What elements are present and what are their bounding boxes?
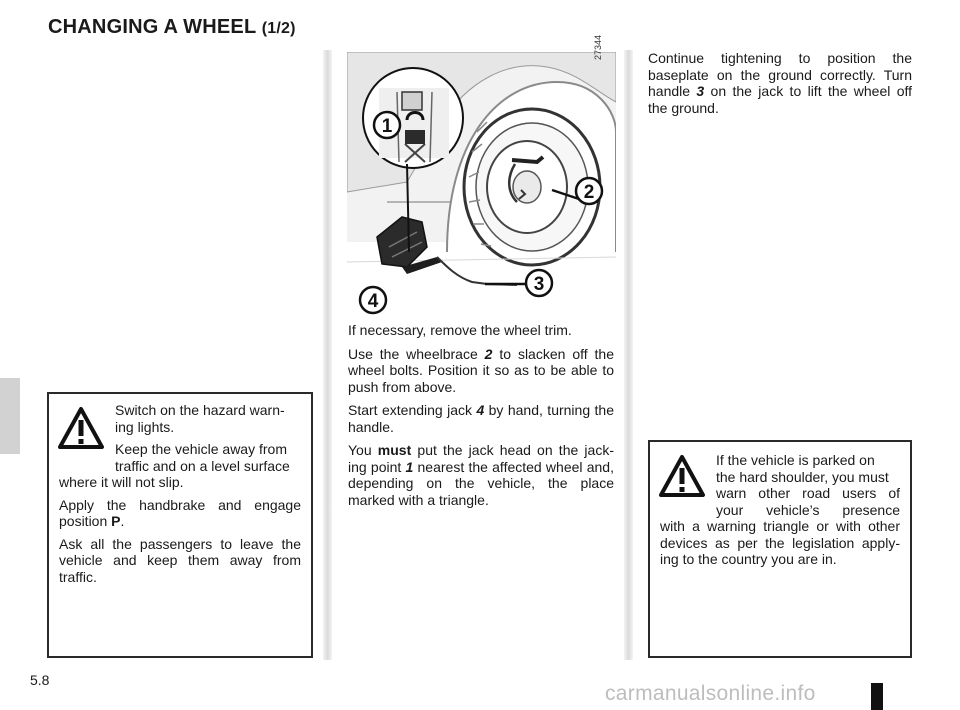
page-title: [48, 16, 296, 39]
paragraph-handbrake: [59, 497, 301, 530]
text: to slacken off the wheel bolts. Position it so as to be able to push from above.: [348, 345, 614, 395]
callout-4: 4: [367, 291, 379, 312]
line: where it will not slip.: [59, 474, 184, 490]
right-column: [648, 50, 912, 123]
line: with a warning triangle or with other devices as per the legislation apply-ing to the country you are in.: [660, 518, 900, 567]
reference-number: 3: [696, 83, 705, 99]
chapter-tab: [0, 378, 20, 454]
paragraph-remove-trim: [348, 322, 614, 339]
line: ing lights.: [115, 418, 175, 435]
line: If the vehicle is parked on: [716, 452, 875, 468]
callout-2: 2: [583, 182, 595, 203]
line: Keep the vehicle away from: [115, 441, 287, 457]
title-part: (1/2): [261, 20, 296, 37]
warning-left-text: [59, 402, 301, 591]
text: nearest the affected wheel and, depending on the vehicle, the place marked with a triangle.: [348, 458, 614, 508]
page-number: 5.8: [30, 672, 50, 688]
column-separator-right: [624, 50, 633, 660]
line: Switch on the hazard warn-: [115, 402, 285, 418]
column-separator-left: [323, 50, 332, 660]
paragraph-lift-wheel: [648, 50, 912, 116]
line: the hard shoulder, you must: [716, 468, 889, 485]
callout-3: 3: [533, 274, 545, 295]
title-text: CHANGING A WHEEL: [48, 16, 257, 38]
line: traffic and on a level surface: [115, 457, 290, 474]
jack-illustration: [347, 52, 616, 320]
line: your vehicle’s presence: [716, 501, 900, 518]
text: Use the wheelbrace: [348, 345, 485, 362]
text: on the jack to lift the wheel off the ground.: [648, 83, 913, 116]
paragraph-extend-jack: [348, 402, 614, 435]
callout-1: 1: [381, 116, 393, 137]
text: Apply the handbrake and engage position: [59, 496, 301, 529]
figure-code: 27344: [593, 34, 603, 60]
line: warn other road users of: [716, 485, 900, 501]
gear-position: P: [111, 513, 121, 529]
text: If necessary, remove the wheel trim.: [348, 322, 572, 338]
text: Start extending jack: [348, 402, 477, 418]
reference-number: 2: [484, 345, 493, 362]
warning-box-left: [47, 392, 313, 658]
middle-column: [348, 322, 614, 515]
text: You: [348, 442, 378, 458]
text: put the jack head on the jack-ing point: [348, 442, 614, 475]
warning-right-text: [660, 452, 900, 568]
text: .: [120, 513, 125, 529]
corner-marker: [871, 683, 883, 710]
paragraph-wheelbrace: [348, 346, 614, 396]
warning-box-right: [648, 440, 912, 658]
jack-drawing: [347, 52, 616, 320]
text: by hand, turning the handle.: [348, 402, 614, 435]
watermark: carmanualsonline.info: [605, 682, 816, 705]
paragraph-passengers: Ask all the passengers to leave the vehicle and keep them away from traffic.: [59, 535, 301, 585]
paragraph-jacking-point: [348, 442, 614, 508]
reference-number: 1: [405, 458, 414, 475]
emphasis: must: [377, 442, 412, 458]
reference-number: 4: [476, 402, 485, 418]
text: Continue tightening to position the baseplate on the ground correctly. Turn handle: [648, 50, 912, 99]
